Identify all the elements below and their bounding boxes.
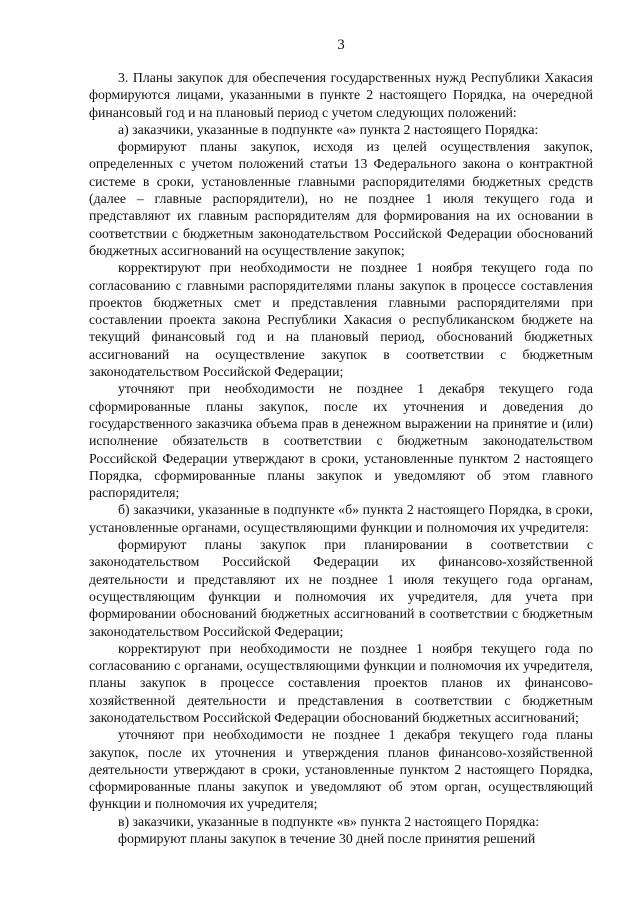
paragraph-3v: в) заказчики, указанные в подпункте «в» пункта 2 настоящего Порядка:	[118, 813, 540, 829]
paragraph-3a-correct: корректируют при необходимости не позднее 1 ноября текущего года по согласованию с главными распорядителями планы закупок в процессе составления проектов бюджетных смет и представления главными распорядителями при составлении проекта закона Республики Хакасия о республиканском бюджете на текущий финансовый год и на плановый период, обоснований бюджетных ассигнований на осуществление закупок в соответствии с бюджетным законодательством Российской Федерации;	[89, 260, 593, 380]
paragraph-3b: б) заказчики, указанные в подпункте «б» пункта 2 настоящего Порядка, в сроки, установленные органами, осуществляющими функции и полномочия их учредителя:	[89, 502, 593, 535]
document-page	[89, 36, 593, 847]
paragraph-3b-refine: уточняют при необходимости не позднее 1 декабря текущего года планы закупок, после их уточнения и утверждения планов финансово-хозяйственной деятельности утверждают в сроки, установленные пунктом 2 настоящего Порядка, сформированные планы закупок и уведомляют об этом орган, осуществляющий функции и полномочия их учредителя;	[89, 727, 593, 812]
page-number: 3	[337, 37, 345, 53]
paragraph-3a: а) заказчики, указанные в подпункте «а» пункта 2 настоящего Порядка:	[118, 121, 539, 137]
paragraph-3a-refine: уточняют при необходимости не позднее 1 декабря текущего года сформированные планы закупок, после их уточнения и доведения до государственного заказчика объема прав в денежном выражении на принятие и (или) исполнение обязательств в соответствии с бюджетным законодательством Российской Федерации утверждают в сроки, установленные пунктом 2 настоящего Порядка, сформированные планы закупок и уведомляют об этом главного распорядителя;	[89, 381, 593, 501]
paragraph-3v-form: формируют планы закупок в течение 30 дней после принятия решений	[118, 831, 536, 847]
paragraph-3b-form: формируют планы закупок при планировании в соответствии с законодательством Российской Федерации их финансово-хозяйственной деятельности и представляют их не позднее 1 июля текущего года органам, осуществляющим функции и полномочия их учредителя, для учета при формировании обоснований бюджетных ассигнований в соответствии с бюджетным законодательством Российской Федерации;	[89, 537, 593, 639]
paragraph-3a-form: формируют планы закупок, исходя из целей осуществления закупок, определенных с учетом положений статьи 13 Федерального закона о контрактной системе в сроки, установленные главными распорядителями бюджетных средств (далее – главные распорядители), но не позднее 1 июля текущего года и представляют их главным распорядителям для формирования на их основании в соответствии с бюджетным законодательством Российской Федерации обоснований бюджетных ассигнований на осуществление закупок;	[89, 139, 593, 258]
paragraph-3b-correct: корректируют при необходимости не позднее 1 ноября текущего года по согласованию с органами, осуществляющими функции и полномочия их учредителя, планы закупок в процессе составления проектов планов их финансово-хозяйственной деятельности и представления в соответствии с бюджетным законодательством Российской Федерации обоснований бюджетных ассигнований;	[89, 640, 593, 725]
paragraph-3: 3. Планы закупок для обеспечения государственных нужд Республики Хакасия формируются лицами, указанными в пункте 2 настоящего Порядка, на очередной финансовый год и на плановый период с учетом следующих положений:	[89, 70, 593, 120]
